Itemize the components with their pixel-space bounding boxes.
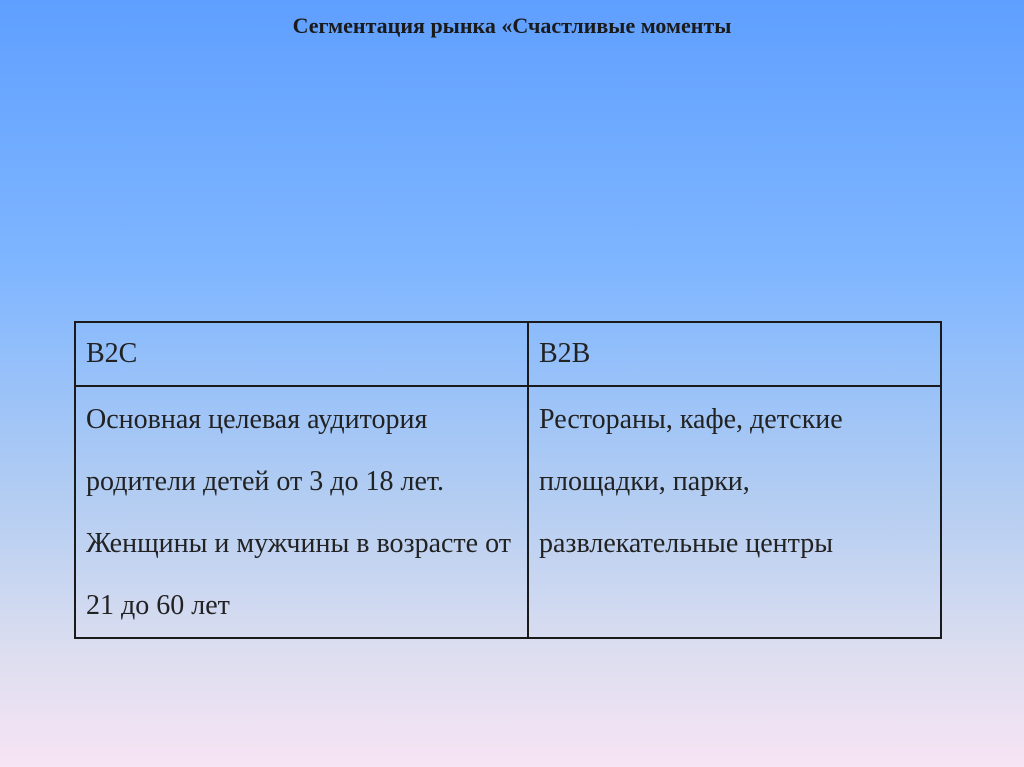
header-b2b: B2B [528,322,941,386]
header-b2c: B2C [75,322,528,386]
cell-b2c-description: Основная целевая аудитория родители детей от 3 до 18 лет. Женщины и мужчины в возрасте от 21 до 60 лет [75,386,528,638]
cell-b2b-description: Рестораны, кафе, детские площадки, парки, развлекательные центры [528,386,941,638]
segmentation-table [74,321,942,639]
slide-title: Сегментация рынка «Счастливые моменты [292,13,732,38]
table-row [75,386,941,638]
table-header-row [75,322,941,386]
